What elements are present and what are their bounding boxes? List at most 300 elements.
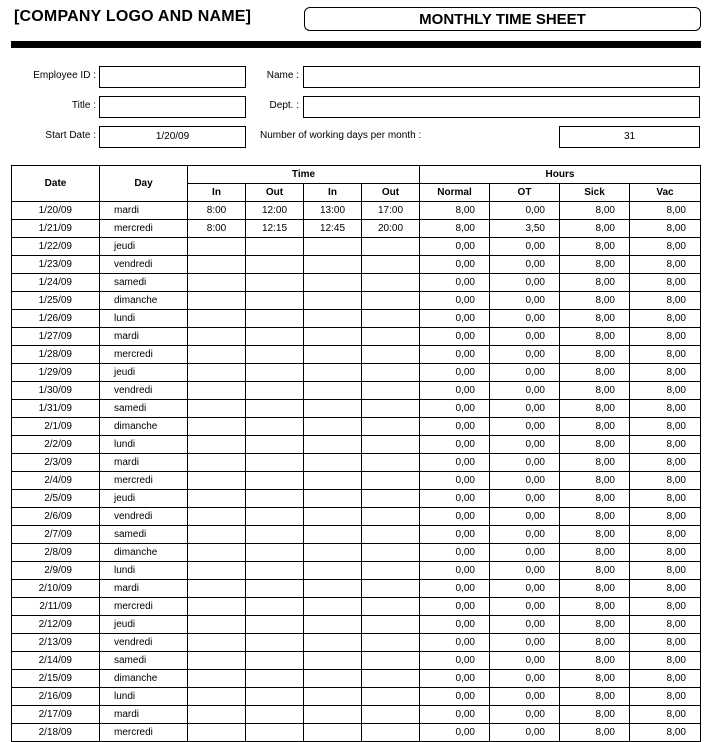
vac-hours-cell: 8,00 [630, 220, 701, 238]
normal-hours-cell: 0,00 [420, 526, 490, 544]
table-row [12, 598, 701, 616]
time-in-1-cell[interactable] [188, 274, 246, 292]
company-name: [COMPANY LOGO AND NAME] [14, 8, 252, 25]
table-row [12, 454, 701, 472]
ot-hours-cell: 0,00 [490, 436, 560, 454]
hours-header: Hours [420, 166, 701, 184]
day-cell: jeudi [100, 364, 188, 382]
time-in-2-cell[interactable] [304, 274, 362, 292]
time-out-2-cell[interactable] [362, 706, 420, 724]
time-in-1-cell[interactable] [188, 652, 246, 670]
sick-hours-cell: 8,00 [560, 526, 630, 544]
table-row [12, 562, 701, 580]
sick-hours-cell: 8,00 [560, 256, 630, 274]
normal-hours-cell: 0,00 [420, 670, 490, 688]
day-cell: mardi [100, 202, 188, 220]
sick-hours-cell: 8,00 [560, 580, 630, 598]
ot-hours-cell: 0,00 [490, 508, 560, 526]
time-in-2-cell[interactable] [304, 238, 362, 256]
sick-hours-cell: 8,00 [560, 220, 630, 238]
vac-hours-cell: 8,00 [630, 580, 701, 598]
table-row [12, 418, 701, 436]
time-out-2-cell[interactable]: 17:00 [362, 202, 420, 220]
ot-hours-cell: 0,00 [490, 688, 560, 706]
vac-hours-cell: 8,00 [630, 400, 701, 418]
ot-hours-cell: 0,00 [490, 598, 560, 616]
time-in-1-cell[interactable] [188, 526, 246, 544]
time-out-1-cell[interactable] [246, 472, 304, 490]
time-out-2-cell[interactable] [362, 454, 420, 472]
time-in-1-cell[interactable] [188, 508, 246, 526]
time-out-2-cell[interactable] [362, 238, 420, 256]
title-field[interactable] [99, 96, 246, 118]
normal-hours-cell: 0,00 [420, 274, 490, 292]
ot-hours-cell: 0,00 [490, 418, 560, 436]
ot-hours-cell: 0,00 [490, 526, 560, 544]
table-row [12, 526, 701, 544]
date-cell: 1/22/09 [12, 238, 100, 256]
date-cell: 2/18/09 [12, 724, 100, 742]
time-in-2-cell[interactable] [304, 580, 362, 598]
ot-hours-cell: 0,00 [490, 706, 560, 724]
time-out-1-cell[interactable] [246, 238, 304, 256]
date-cell: 2/1/09 [12, 418, 100, 436]
ot-hours-cell: 0,00 [490, 346, 560, 364]
ot-hours-cell: 0,00 [490, 382, 560, 400]
time-in-2-cell[interactable] [304, 472, 362, 490]
sick-hours-cell: 8,00 [560, 598, 630, 616]
vac-hours-cell: 8,00 [630, 436, 701, 454]
time-out-1-cell[interactable] [246, 328, 304, 346]
normal-hours-cell: 0,00 [420, 292, 490, 310]
date-cell: 2/8/09 [12, 544, 100, 562]
date-cell: 2/11/09 [12, 598, 100, 616]
vac-hours-cell: 8,00 [630, 238, 701, 256]
time-out-1-cell[interactable] [246, 688, 304, 706]
time-out-2-cell[interactable] [362, 328, 420, 346]
table-row [12, 688, 701, 706]
sick-hours-cell: 8,00 [560, 274, 630, 292]
vac-hours-cell: 8,00 [630, 562, 701, 580]
day-cell: samedi [100, 526, 188, 544]
time-in-2-cell[interactable] [304, 598, 362, 616]
time-out-1-cell[interactable] [246, 616, 304, 634]
title-label: Title : [71, 100, 96, 111]
ot-hours-cell: 0,00 [490, 544, 560, 562]
time-out-2-cell[interactable] [362, 310, 420, 328]
time-out-2-cell[interactable] [362, 472, 420, 490]
time-out-1-cell[interactable] [246, 526, 304, 544]
time-out-2-cell[interactable] [362, 256, 420, 274]
time-in-2-cell[interactable] [304, 328, 362, 346]
name-field[interactable] [303, 66, 700, 88]
time-in-1-cell[interactable] [188, 580, 246, 598]
date-cell: 2/14/09 [12, 652, 100, 670]
ot-hours-cell: 0,00 [490, 562, 560, 580]
time-out-1-header: Out [246, 184, 304, 202]
normal-hours-cell: 0,00 [420, 256, 490, 274]
date-cell: 2/2/09 [12, 436, 100, 454]
time-out-2-cell[interactable] [362, 544, 420, 562]
table-row [12, 382, 701, 400]
table-row [12, 274, 701, 292]
table-row [12, 652, 701, 670]
time-in-2-cell[interactable] [304, 706, 362, 724]
table-row [12, 634, 701, 652]
time-in-1-cell[interactable] [188, 382, 246, 400]
sick-hours-cell: 8,00 [560, 688, 630, 706]
day-cell: jeudi [100, 616, 188, 634]
vac-hours-cell: 8,00 [630, 274, 701, 292]
time-out-1-cell[interactable] [246, 634, 304, 652]
timesheet-rows [12, 202, 701, 742]
vac-hours-cell: 8,00 [630, 364, 701, 382]
time-out-1-cell[interactable] [246, 652, 304, 670]
table-row [12, 706, 701, 724]
vac-hours-cell: 8,00 [630, 256, 701, 274]
ot-hours-cell: 0,00 [490, 274, 560, 292]
vac-hours-cell: 8,00 [630, 454, 701, 472]
time-in-2-cell[interactable] [304, 418, 362, 436]
time-in-1-cell[interactable] [188, 670, 246, 688]
name-label: Name : [266, 70, 299, 81]
normal-hours-cell: 0,00 [420, 652, 490, 670]
time-out-2-cell[interactable] [362, 652, 420, 670]
time-in-2-cell[interactable] [304, 526, 362, 544]
working-days-label: Number of working days per month : [260, 130, 422, 141]
time-in-1-cell[interactable] [188, 634, 246, 652]
time-out-2-header: Out [362, 184, 420, 202]
time-out-2-cell[interactable] [362, 490, 420, 508]
normal-hours-cell: 0,00 [420, 238, 490, 256]
date-cell: 1/20/09 [12, 202, 100, 220]
sheet-title: MONTHLY TIME SHEET [304, 7, 701, 31]
vac-hours-cell: 8,00 [630, 652, 701, 670]
date-cell: 1/28/09 [12, 346, 100, 364]
time-in-2-cell[interactable] [304, 292, 362, 310]
date-cell: 2/9/09 [12, 562, 100, 580]
normal-hours-cell: 0,00 [420, 400, 490, 418]
time-in-2-cell[interactable]: 12:45 [304, 220, 362, 238]
time-in-1-cell[interactable] [188, 238, 246, 256]
time-in-2-cell[interactable] [304, 346, 362, 364]
sick-hours-cell: 8,00 [560, 472, 630, 490]
time-out-2-cell[interactable] [362, 562, 420, 580]
day-cell: jeudi [100, 490, 188, 508]
time-in-2-cell[interactable] [304, 634, 362, 652]
sick-hours-cell: 8,00 [560, 310, 630, 328]
time-in-1-cell[interactable] [188, 706, 246, 724]
time-in-1-cell[interactable] [188, 364, 246, 382]
time-out-2-cell[interactable] [362, 400, 420, 418]
vac-hours-cell: 8,00 [630, 292, 701, 310]
table-row [12, 256, 701, 274]
time-in-2-cell[interactable] [304, 382, 362, 400]
vac-hours-cell: 8,00 [630, 526, 701, 544]
time-in-1-cell[interactable] [188, 328, 246, 346]
time-out-2-cell[interactable] [362, 382, 420, 400]
sick-hours-cell: 8,00 [560, 670, 630, 688]
sick-hours-cell: 8,00 [560, 490, 630, 508]
date-cell: 2/15/09 [12, 670, 100, 688]
time-out-2-cell[interactable] [362, 526, 420, 544]
time-in-2-cell[interactable] [304, 508, 362, 526]
vac-hours-cell: 8,00 [630, 382, 701, 400]
time-in-2-cell[interactable] [304, 364, 362, 382]
table-row [12, 292, 701, 310]
normal-hours-cell: 0,00 [420, 598, 490, 616]
sick-hours-cell: 8,00 [560, 544, 630, 562]
time-in-2-cell[interactable] [304, 436, 362, 454]
day-cell: mercredi [100, 598, 188, 616]
sick-hours-cell: 8,00 [560, 634, 630, 652]
time-in-2-cell[interactable] [304, 400, 362, 418]
day-cell: mercredi [100, 724, 188, 742]
day-cell: dimanche [100, 292, 188, 310]
table-row [12, 364, 701, 382]
time-out-2-cell[interactable]: 20:00 [362, 220, 420, 238]
date-cell: 2/6/09 [12, 508, 100, 526]
time-out-1-cell[interactable] [246, 562, 304, 580]
date-cell: 1/23/09 [12, 256, 100, 274]
normal-hours-cell: 0,00 [420, 580, 490, 598]
date-cell: 1/29/09 [12, 364, 100, 382]
time-out-2-cell[interactable] [362, 598, 420, 616]
start-date-field[interactable]: 1/20/09 [99, 126, 246, 148]
time-out-1-cell[interactable] [246, 544, 304, 562]
normal-hours-cell: 0,00 [420, 706, 490, 724]
time-in-1-cell[interactable] [188, 544, 246, 562]
normal-hours-cell: 0,00 [420, 454, 490, 472]
vac-hours-cell: 8,00 [630, 616, 701, 634]
time-out-2-cell[interactable] [362, 274, 420, 292]
ot-hours-cell: 0,00 [490, 238, 560, 256]
time-in-2-cell[interactable] [304, 310, 362, 328]
time-in-2-header: In [304, 184, 362, 202]
table-row [12, 238, 701, 256]
time-in-1-cell[interactable] [188, 436, 246, 454]
time-out-1-cell[interactable] [246, 706, 304, 724]
day-cell: mercredi [100, 346, 188, 364]
sick-header: Sick [560, 184, 630, 202]
ot-hours-cell: 0,00 [490, 256, 560, 274]
sick-hours-cell: 8,00 [560, 328, 630, 346]
time-out-1-cell[interactable] [246, 418, 304, 436]
time-out-2-cell[interactable] [362, 436, 420, 454]
day-cell: lundi [100, 310, 188, 328]
time-out-2-cell[interactable] [362, 580, 420, 598]
table-row [12, 490, 701, 508]
employee-id-label: Employee ID : [33, 70, 96, 81]
time-out-2-cell[interactable] [362, 418, 420, 436]
day-cell: samedi [100, 274, 188, 292]
time-in-1-cell[interactable]: 8:00 [188, 220, 246, 238]
table-row [12, 346, 701, 364]
table-row [12, 670, 701, 688]
normal-hours-cell: 0,00 [420, 382, 490, 400]
table-row [12, 616, 701, 634]
normal-hours-cell: 0,00 [420, 418, 490, 436]
time-in-1-cell[interactable] [188, 292, 246, 310]
sick-hours-cell: 8,00 [560, 364, 630, 382]
date-cell: 2/10/09 [12, 580, 100, 598]
time-in-1-cell[interactable] [188, 490, 246, 508]
date-cell: 2/5/09 [12, 490, 100, 508]
vac-hours-cell: 8,00 [630, 724, 701, 742]
ot-hours-cell: 0,00 [490, 616, 560, 634]
day-cell: vendredi [100, 382, 188, 400]
time-out-2-cell[interactable] [362, 634, 420, 652]
normal-header: Normal [420, 184, 490, 202]
table-row [12, 580, 701, 598]
time-out-2-cell[interactable] [362, 292, 420, 310]
vac-hours-cell: 8,00 [630, 508, 701, 526]
time-in-2-cell[interactable] [304, 652, 362, 670]
ot-hours-cell: 0,00 [490, 580, 560, 598]
time-out-1-cell[interactable] [246, 310, 304, 328]
date-cell: 2/12/09 [12, 616, 100, 634]
day-cell: lundi [100, 436, 188, 454]
employee-id-field[interactable] [99, 66, 246, 88]
ot-hours-cell: 0,00 [490, 310, 560, 328]
time-out-2-cell[interactable] [362, 346, 420, 364]
time-out-1-cell[interactable] [246, 256, 304, 274]
time-in-2-cell[interactable] [304, 544, 362, 562]
vac-hours-cell: 8,00 [630, 310, 701, 328]
time-in-1-cell[interactable] [188, 598, 246, 616]
ot-hours-cell: 0,00 [490, 634, 560, 652]
time-out-2-cell[interactable] [362, 688, 420, 706]
time-in-1-cell[interactable] [188, 688, 246, 706]
vac-hours-cell: 8,00 [630, 418, 701, 436]
ot-hours-cell: 0,00 [490, 724, 560, 742]
table-row [12, 400, 701, 418]
time-out-1-cell[interactable]: 12:00 [246, 202, 304, 220]
date-cell: 1/30/09 [12, 382, 100, 400]
time-out-1-cell[interactable] [246, 382, 304, 400]
day-cell: vendredi [100, 256, 188, 274]
time-in-1-cell[interactable] [188, 418, 246, 436]
day-cell: mardi [100, 454, 188, 472]
ot-hours-cell: 0,00 [490, 472, 560, 490]
time-in-1-cell[interactable] [188, 400, 246, 418]
day-cell: dimanche [100, 418, 188, 436]
sick-hours-cell: 8,00 [560, 202, 630, 220]
time-in-1-cell[interactable] [188, 616, 246, 634]
time-out-2-cell[interactable] [362, 508, 420, 526]
day-cell: samedi [100, 652, 188, 670]
time-out-1-cell[interactable] [246, 346, 304, 364]
time-out-2-cell[interactable] [362, 616, 420, 634]
sick-hours-cell: 8,00 [560, 652, 630, 670]
time-in-2-cell[interactable] [304, 454, 362, 472]
dept-label: Dept. : [269, 100, 299, 111]
time-in-1-cell[interactable] [188, 256, 246, 274]
time-out-2-cell[interactable] [362, 670, 420, 688]
table-row [12, 544, 701, 562]
vac-hours-cell: 8,00 [630, 706, 701, 724]
normal-hours-cell: 0,00 [420, 688, 490, 706]
time-in-1-cell[interactable] [188, 472, 246, 490]
sick-hours-cell: 8,00 [560, 346, 630, 364]
vac-hours-cell: 8,00 [630, 346, 701, 364]
vac-hours-cell: 8,00 [630, 202, 701, 220]
sick-hours-cell: 8,00 [560, 706, 630, 724]
normal-hours-cell: 0,00 [420, 508, 490, 526]
date-cell: 2/3/09 [12, 454, 100, 472]
time-in-2-cell[interactable] [304, 688, 362, 706]
ot-hours-cell: 0,00 [490, 328, 560, 346]
ot-hours-cell: 0,00 [490, 292, 560, 310]
time-out-1-cell[interactable] [246, 454, 304, 472]
date-cell: 1/27/09 [12, 328, 100, 346]
time-out-1-cell[interactable] [246, 580, 304, 598]
day-cell: vendredi [100, 634, 188, 652]
time-in-1-cell[interactable] [188, 562, 246, 580]
dept-field[interactable] [303, 96, 700, 118]
time-in-2-cell[interactable] [304, 616, 362, 634]
time-out-1-cell[interactable] [246, 670, 304, 688]
time-in-2-cell[interactable] [304, 562, 362, 580]
ot-hours-cell: 0,00 [490, 364, 560, 382]
time-in-1-cell[interactable] [188, 454, 246, 472]
time-in-2-cell[interactable]: 13:00 [304, 202, 362, 220]
time-out-1-cell[interactable] [246, 436, 304, 454]
time-in-1-cell[interactable] [188, 310, 246, 328]
date-cell: 2/7/09 [12, 526, 100, 544]
sick-hours-cell: 8,00 [560, 562, 630, 580]
ot-hours-cell: 0,00 [490, 202, 560, 220]
day-cell: mardi [100, 580, 188, 598]
time-out-1-cell[interactable] [246, 400, 304, 418]
timesheet-table [11, 165, 701, 742]
vac-hours-cell: 8,00 [630, 670, 701, 688]
time-out-2-cell[interactable] [362, 364, 420, 382]
date-cell: 2/16/09 [12, 688, 100, 706]
time-out-1-cell[interactable] [246, 274, 304, 292]
sick-hours-cell: 8,00 [560, 616, 630, 634]
vac-hours-cell: 8,00 [630, 472, 701, 490]
time-in-1-cell[interactable]: 8:00 [188, 202, 246, 220]
day-cell: lundi [100, 562, 188, 580]
start-date-label: Start Date : [45, 130, 96, 141]
ot-hours-cell: 0,00 [490, 454, 560, 472]
day-cell: jeudi [100, 238, 188, 256]
day-cell: mardi [100, 328, 188, 346]
time-out-1-cell[interactable] [246, 508, 304, 526]
day-header: Day [100, 166, 188, 202]
time-out-1-cell[interactable] [246, 598, 304, 616]
time-in-2-cell[interactable] [304, 256, 362, 274]
ot-hours-cell: 0,00 [490, 400, 560, 418]
working-days-field[interactable]: 31 [559, 126, 700, 148]
date-cell: 1/25/09 [12, 292, 100, 310]
time-in-1-cell[interactable] [188, 346, 246, 364]
time-out-1-cell[interactable] [246, 490, 304, 508]
time-in-2-cell[interactable] [304, 670, 362, 688]
vac-hours-cell: 8,00 [630, 544, 701, 562]
sick-hours-cell: 8,00 [560, 724, 630, 742]
time-out-1-cell[interactable]: 12:15 [246, 220, 304, 238]
time-out-1-cell[interactable] [246, 364, 304, 382]
day-cell: lundi [100, 688, 188, 706]
sick-hours-cell: 8,00 [560, 238, 630, 256]
time-in-2-cell[interactable] [304, 490, 362, 508]
normal-hours-cell: 0,00 [420, 346, 490, 364]
header-divider [11, 41, 701, 48]
normal-hours-cell: 0,00 [420, 616, 490, 634]
time-out-1-cell[interactable] [246, 292, 304, 310]
